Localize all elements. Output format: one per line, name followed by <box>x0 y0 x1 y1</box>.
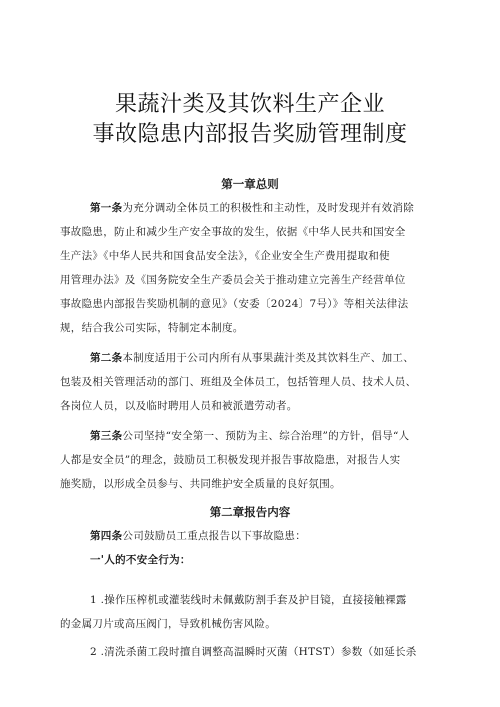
article-4-lead: 第四条 <box>90 530 123 542</box>
article-2-line-1 <box>90 346 414 370</box>
article-3-line-2: 人都是安全员”的理念，鼓励员工积极发现并报告事故隐患，对报告人实 <box>60 454 401 466</box>
article-1-text-1: 为充分调动全体员工的积极性和主动性，及时发现并有效消除 <box>122 202 415 214</box>
item-2-line-1: 2 .清洗杀菌工段时擅自调整高温瞬时灭菌（HTST）参数（如延长杀 <box>90 646 417 658</box>
article-2-lead: 第二条 <box>90 352 123 364</box>
item-1-line-1: 1 .操作压榨机或灌装线时未佩戴防割手套及护目镜，直接接触裸露 <box>90 594 407 606</box>
article-1-line-3: 生产法》《中华人民共和国食品安全法》，《企业安全生产费用提取和使 <box>60 250 390 262</box>
article-2-line-2: 包装及相关管理活动的部门、班组及全体员工，包括管理人员、技术人员、 <box>60 376 417 388</box>
article-2-text-1: 本制度适用于公司内所有从事果蔬汁类及其饮料生产、加工、 <box>122 352 415 364</box>
article-1-line-6: 规，结合我公司实际，特制定本制度。 <box>60 322 244 334</box>
article-3-text-1: 公司坚持“安全第一、预防为主、综合治理”的方针，倡导“人 <box>122 430 410 442</box>
section-1-heading: 一'人的不安全行为： <box>90 554 191 566</box>
item-1-line-2: 的金属刀片或高压阀门，导致机械伤害风险。 <box>60 618 276 630</box>
article-1-line-4: 用管理办法》及《国务院安全生产委员会关于推动建立完善生产经营单位 <box>60 274 406 286</box>
article-3-lead: 第三条 <box>90 430 123 442</box>
article-1-line-2: 事故隐患，防止和减少生产安全事故的发生，依据《中华人民共和国安全 <box>60 226 406 238</box>
article-2-line-3: 各岗位人员，以及临时聘用人员和被派遣劳动者。 <box>60 400 298 412</box>
article-1-line-1 <box>90 196 414 220</box>
article-1-line-5: 事故隐患内部报告奖励机制的意见》（安委〔2024〕7号）》等相关法律法 <box>60 298 409 310</box>
article-3-line-3: 施奖励，以形成全员参与、共同维护安全质量的良好氛围。 <box>60 478 341 490</box>
article-1-lead: 第一条 <box>90 202 123 214</box>
document-title-line1: 果蔬汁类及其饮料生产企业 <box>114 92 385 117</box>
chapter-heading-1: 第一章总则 <box>221 177 279 191</box>
document-title-line2: 事故隐患内部报告奖励管理制度 <box>92 122 408 147</box>
article-4-text: 公司鼓励员工重点报告以下事故隐患： <box>122 530 307 542</box>
article-4-line <box>90 524 306 548</box>
article-3-line-1 <box>90 424 409 448</box>
chapter-heading-2: 第二章报告内容 <box>209 505 291 519</box>
